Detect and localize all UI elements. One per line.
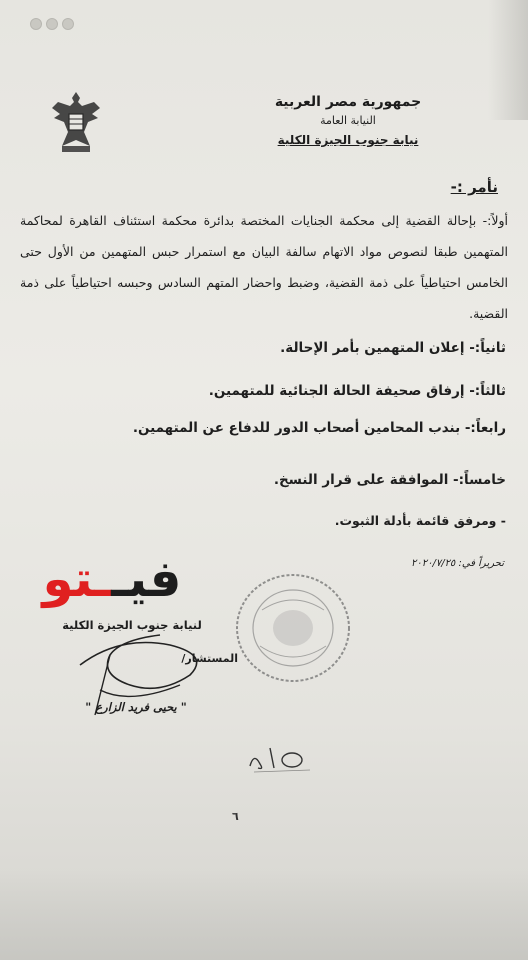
punch-hole: [62, 18, 74, 30]
prosecution-office-label: نيابة جنوب الجيزة الكلية: [277, 133, 419, 147]
order-item-first: أولاً:- بإحالة القضية إلى محكمة الجنايات المختصة بدائرة محكمة استئناف القاهرة لمحاكمة المتهمين طبقا لنصوص مواد الاتهام سالفة البيان مع استمرار حبس المتهمين من الأول حتى الخامس احتياطياً على ذمة القضية، وضبط واحضار المتهم السادس وحبسه احتياطياً على ذمة القضية.: [20, 213, 508, 321]
punch-holes: [30, 18, 74, 30]
signature-advisor-label: المستشار/: [181, 652, 238, 665]
page-bottom-shadow: [0, 870, 528, 960]
evidence-attachment-note: - ومرفق قائمة بأدلة الثبوت.: [334, 513, 506, 528]
watermark-logo-part1: فيـ: [111, 550, 182, 608]
order-item-fifth: خامساً:- الموافقة على قرار النسخ.: [273, 472, 506, 488]
signature-prosecution-label: لنيابة جنوب الجيزة الكلية: [62, 618, 202, 632]
egypt-eagle-emblem-icon: [50, 88, 102, 154]
handwritten-number-note-icon: [240, 738, 320, 778]
punch-hole: [46, 18, 58, 30]
order-item-fourth: رابعاً:- بندب المحامين أصحاب الدور للدفاع عن المتهمين.: [132, 420, 506, 436]
order-title: نأمر :-: [450, 178, 498, 196]
page-number: ٦: [232, 810, 239, 823]
signatory-name: " يحيى فريد الزارع ": [85, 700, 187, 714]
page-corner-shadow: [488, 0, 528, 120]
punch-hole: [30, 18, 42, 30]
order-item-third: ثالثاً:- إرفاق صحيفة الحالة الجنائية للمتهمين.: [208, 383, 506, 399]
republic-title: جمهورية مصر العربية: [274, 94, 422, 110]
watermark-logo-part2: ـتو: [42, 550, 112, 608]
handwritten-signature-icon: [40, 595, 240, 735]
official-stamp-icon: [232, 570, 354, 686]
issue-date: تحريراً في: ٢٠٢٠/٧/٢٥: [410, 558, 504, 569]
order-item-second: ثانياً:- إعلان المتهمين بأمر الإحالة.: [280, 340, 506, 356]
public-prosecution-label: النيابة العامة: [320, 114, 376, 127]
document-header: [248, 92, 448, 150]
